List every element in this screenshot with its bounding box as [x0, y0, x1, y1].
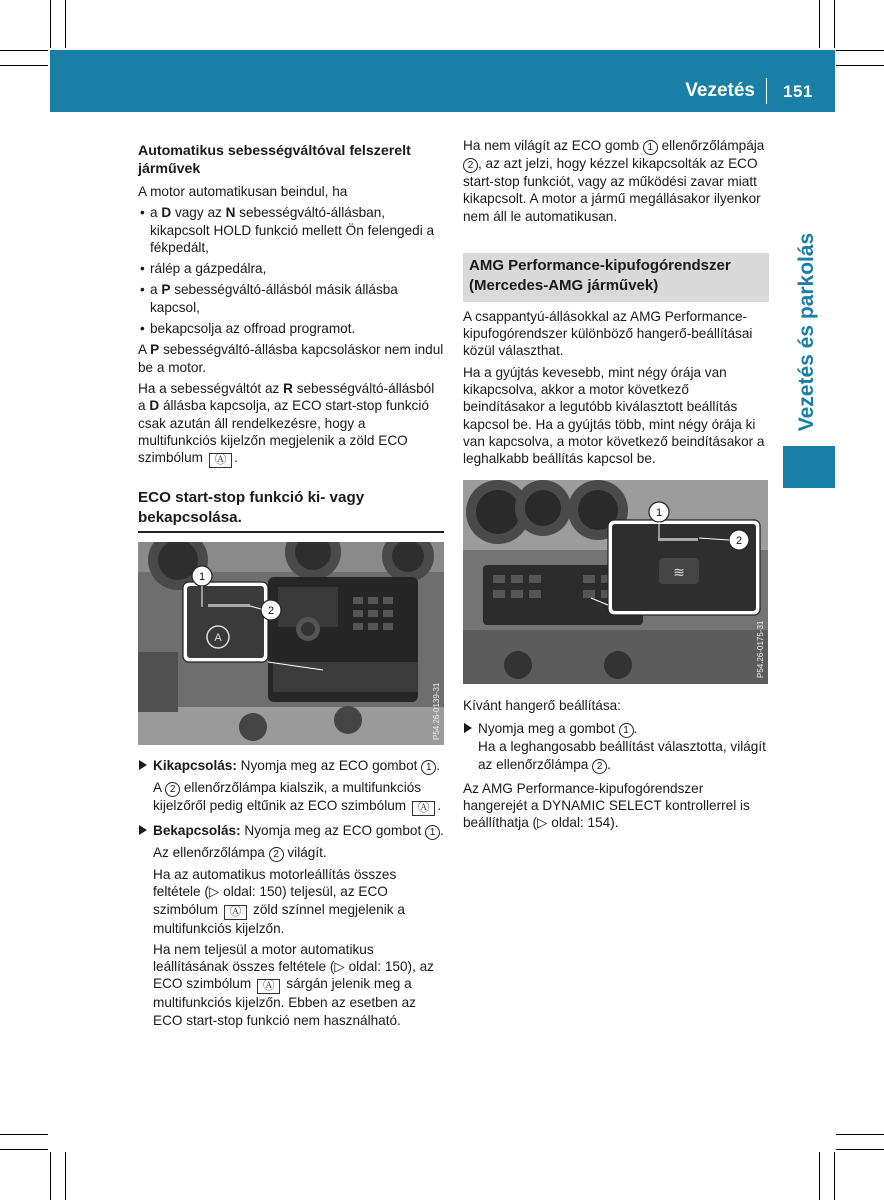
svg-text:2: 2: [735, 535, 743, 547]
crop-mark: [0, 50, 48, 51]
list-item: • bekapcsolja az offroad programot.: [138, 320, 444, 337]
svg-text:≋: ≋: [673, 564, 685, 580]
step-off: Kikapcsolás: Nyomja meg az ECO gombot 1 . A 2 ellenőrzőlámpa kialszik, a multifunkciós kijelzőről pedig eltűnik az ECO szimbólum Ⓐ .: [138, 757, 444, 816]
eco-symbol-icon: Ⓐ: [209, 453, 233, 468]
chapter-tab-label: Vezetés és parkolás: [795, 232, 818, 432]
paragraph: Ha a gyújtás kevesebb, mint négy órája van kikapcsolva, akkor a motor következő beindításakor a legutóbb kiválasztott beállítás kapcsol be. Ha a gyújtás több, mint négy órája ki van kapcsolva, a motor következő beindításakor a leghalkabb beállítás kapcsol be.: [463, 364, 765, 467]
crop-mark: [50, 1152, 51, 1200]
crop-mark: [819, 0, 820, 48]
photo-code: P54.26-0139-31: [432, 682, 441, 740]
heading-eco-toggle: ECO start-stop funkció ki- vagy bekapcsolása.: [138, 488, 444, 533]
step-arrow-icon: [139, 825, 147, 835]
amg-button-photo: [463, 480, 768, 684]
page-number: 151: [783, 82, 813, 101]
crop-mark: [65, 0, 66, 48]
list-item: • rálép a gázpedálra,: [138, 260, 444, 277]
crop-mark: [834, 1152, 835, 1200]
paragraph: Ha a sebességváltót az R sebességváltó-állásból a D állásba kapcsolja, az ECO start-stop funkció csak azután áll rendelkezésre, hogy a multifunkciós kijelzőn megjelenik a zöld ECO szimbólum Ⓐ .: [138, 380, 435, 467]
right-column: [463, 137, 769, 472]
paragraph: Kívánt hangerő beállítása:: [463, 698, 621, 713]
intro-text: A motor automatikusan beindul, ha: [138, 184, 348, 199]
list-item: • a P sebességváltó-állásból másik állásba kapcsol,: [138, 281, 444, 316]
start-conditions-list: [138, 204, 444, 337]
paragraph: Ha nem világít az ECO gomb 1 ellenőrzőlámpája 2 , az azt jelzi, hogy kézzel kikapcsolták az ECO start-stop funkciót, vagy az működési zavar miatt kikapcsolt. A motor a jármű megállásakor ilyenkor nem áll le automatikusan.: [463, 138, 765, 224]
crop-mark: [50, 0, 51, 48]
eco-symbol-icon: Ⓐ: [412, 801, 436, 816]
page-header: [50, 50, 835, 112]
crop-mark: [0, 1134, 48, 1135]
svg-text:1: 1: [655, 507, 663, 519]
step-arrow-icon: [464, 723, 472, 733]
callout-2-icon: 2: [269, 847, 284, 862]
crop-mark: [836, 1134, 884, 1135]
paragraph: A csappantyú-állásokkal az AMG Performance-kipufogórendszer különböző hangerő-beállításai közül választhat.: [463, 308, 753, 359]
left-column: [138, 142, 444, 541]
callout-1-icon: 1: [421, 760, 436, 775]
step-arrow-icon: [139, 760, 147, 770]
crop-mark: [0, 65, 48, 66]
callout-2-icon: 2: [165, 782, 180, 797]
crop-mark: [819, 1152, 820, 1200]
eco-symbol-icon: Ⓐ: [224, 905, 248, 920]
svg-text:2: 2: [267, 605, 275, 617]
chapter-tab-marker: [783, 446, 835, 488]
crop-mark: [65, 1152, 66, 1200]
heading-automatic: Automatikus sebességváltóval felszerelt járművek: [138, 143, 411, 177]
step-volume: Nyomja meg a gombot 1 . Ha a leghangosabb beállítást választotta, világít az ellenőrzőlámpa 2 .: [463, 720, 769, 773]
left-column-steps: [138, 757, 444, 1035]
svg-text:1: 1: [198, 571, 206, 583]
callout-1-icon: 1: [643, 140, 658, 155]
eco-button-photo: [138, 542, 444, 745]
section-title: Vezetés: [685, 80, 755, 101]
photo-code: P54.26-0175-31: [756, 620, 765, 678]
paragraph: Az AMG Performance-kipufogórendszer hangerejét a DYNAMIC SELECT kontrollerrel is beállíthatja (▷ oldal: 154).: [463, 780, 750, 831]
crop-mark: [836, 1149, 884, 1150]
step-on: Bekapcsolás: Nyomja meg az ECO gombot 1 . Az ellenőrzőlámpa 2 világít. Ha az automatikus motorleállítás összes feltétele (▷ oldal: 150) teljesül, az ECO szimbólum Ⓐ zöld színnel megjelenik a multifunkciós kijelzőn. Ha nem teljesül a motor automatikus leállításának összes feltétele (▷ oldal: 150), az ECO szimbólum Ⓐ sárgán jelenik meg a multifunkciós kijelzőn. Ebben az esetben az ECO start-stop funkció nem használható.: [138, 822, 444, 1029]
right-column-steps: [463, 697, 769, 835]
eco-symbol-icon: Ⓐ: [257, 979, 281, 994]
chapter-tab: [777, 220, 837, 445]
crop-mark: [836, 65, 884, 66]
crop-mark: [0, 1149, 48, 1150]
paragraph: A P sebességváltó-állásba kapcsoláskor nem indul be a motor.: [138, 342, 444, 375]
list-item: • a D vagy az N sebességváltó-állásban, kikapcsolt HOLD funkció mellett Ön felengedi a fékpedált,: [138, 204, 444, 256]
callout-2-icon: 2: [463, 158, 478, 173]
crop-mark: [834, 0, 835, 48]
callout-1-icon: 1: [619, 723, 634, 738]
header-divider: [766, 78, 767, 104]
crop-mark: [836, 50, 884, 51]
heading-amg-exhaust: AMG Performance-kipufogórendszer (Mercedes-AMG járművek): [463, 253, 769, 302]
callout-1-icon: 1: [425, 825, 440, 840]
svg-text:A: A: [214, 632, 222, 644]
callout-2-icon: 2: [592, 759, 607, 774]
